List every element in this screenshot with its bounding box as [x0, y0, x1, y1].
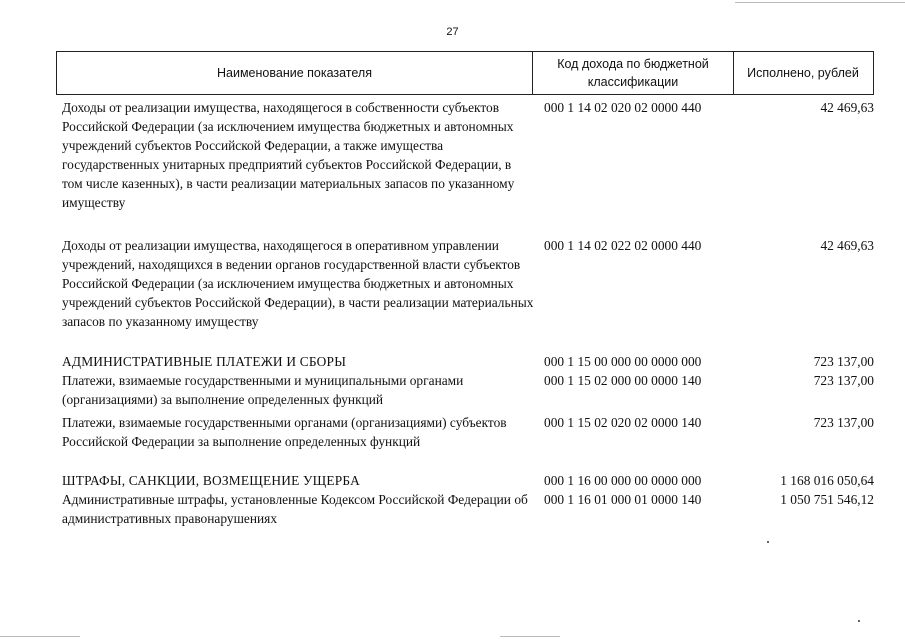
column-header-name: Наименование показателя — [57, 52, 533, 94]
row-amount: 1 168 016 050,64 — [780, 473, 874, 488]
scan-edge-line — [735, 2, 905, 3]
row-name: Доходы от реализации имущества, находящегося в оперативном управлении учреждений, находящихся в ведении органов государственной власти субъектов Российской Федерации (за исключением имущества бюджетных и автономных учреждений субъектов Российской Федерации), в части реализации материальных запасов по указанному имуществу — [62, 238, 534, 329]
row-code: 000 1 15 02 020 02 0000 140 — [544, 415, 702, 430]
row-code: 000 1 14 02 020 02 0000 440 — [544, 100, 702, 115]
page-number: 27 — [446, 26, 459, 38]
row-amount: 1 050 751 546,12 — [780, 492, 874, 507]
row-code: 000 1 16 01 000 01 0000 140 — [544, 492, 702, 507]
row-code: 000 1 16 00 000 00 0000 000 — [544, 473, 702, 488]
row-name: ШТРАФЫ, САНКЦИИ, ВОЗМЕЩЕНИЕ УЩЕРБА — [62, 473, 360, 488]
row-name: Доходы от реализации имущества, находящегося в собственности субъектов Российской Федерации (за исключением имущества бюджетных и автономных учреждений субъектов Российской Федерации, а также имущества государственных унитарных предприятий субъектов Российской Федерации, в том числе казенных), в части реализации материальных запасов по указанному имуществу — [62, 100, 515, 210]
row-code: 000 1 15 02 000 00 0000 140 — [544, 373, 702, 388]
row-name: Платежи, взимаемые государственными органами (организациями) субъектов Российской Федерации за выполнение определенных функций — [62, 415, 507, 449]
row-code: 000 1 15 00 000 00 0000 000 — [544, 354, 702, 369]
row-name: АДМИНИСТРАТИВНЫЕ ПЛАТЕЖИ И СБОРЫ — [62, 354, 347, 369]
scan-speck — [858, 620, 860, 622]
row-amount: 723 137,00 — [813, 354, 874, 369]
table-header — [56, 51, 874, 95]
column-header-amount: Исполнено, рублей — [747, 66, 859, 80]
scan-edge-line — [0, 636, 80, 637]
scan-speck — [767, 541, 769, 543]
row-amount: 42 469,63 — [820, 100, 874, 115]
row-amount: 723 137,00 — [813, 373, 874, 388]
row-amount: 723 137,00 — [813, 415, 874, 430]
row-code: 000 1 14 02 022 02 0000 440 — [544, 238, 702, 253]
column-header-code: Код дохода по бюджетной классификации — [533, 52, 734, 94]
row-name: Платежи, взимаемые государственными и муниципальными органами (организациями) за выполнение определенных функций — [62, 373, 464, 407]
scan-edge-line — [500, 636, 560, 637]
row-amount: 42 469,63 — [820, 238, 874, 253]
row-name: Административные штрафы, установленные Кодексом Российской Федерации об административных правонарушениях — [62, 492, 528, 526]
